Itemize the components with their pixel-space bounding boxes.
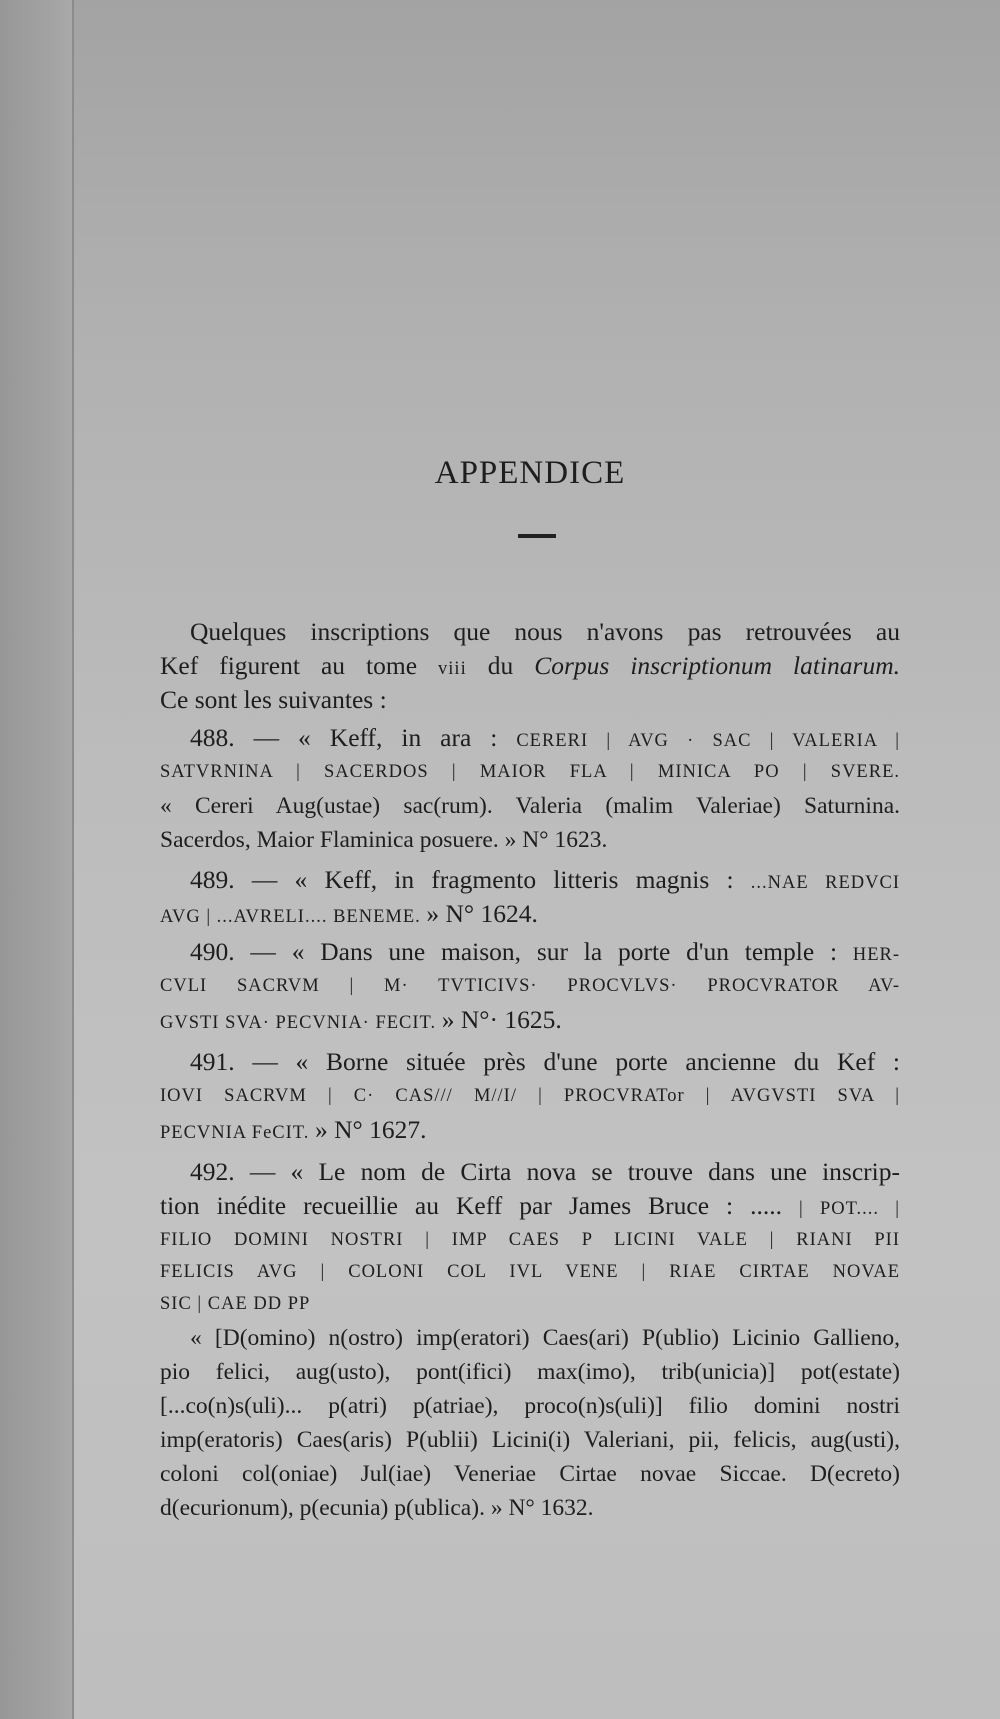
- entry-492-line-8: [...co(n)s(uli)... p(atri) p(atriae), proco(n)s(uli)] filio domini nostri: [160, 1393, 900, 1419]
- entry-492-line-1: 492. — « Le nom de Cirta nova se trouve dans une inscrip-: [190, 1157, 900, 1186]
- inscription-text: CERERI | AVG · SAC | VALERIA |: [516, 731, 900, 751]
- entry-492-line-4: FELICIS AVG | COLONI COL IVL VENE | RIAE CIRTAE NOVAE: [160, 1262, 900, 1282]
- catalog-number: » N° 1627.: [314, 1115, 427, 1144]
- entry-491-line-3: [160, 1114, 900, 1149]
- entry-488-line-4: Sacerdos, Maior Flaminica posuere. » N° 1623.: [160, 827, 608, 853]
- heading-rule: [518, 534, 556, 538]
- entry-489-text: 489. — « Keff, in fragmento litteris magnis :: [190, 865, 751, 894]
- intro-line-1: Quelques inscriptions que nous n'avons pas retrouvées au: [190, 617, 900, 646]
- intro-text: du: [466, 651, 535, 680]
- entry-490-line-2: CVLI SACRVM | M· TVTICIVS· PROCVLVS· PROCVRATOR AV-: [160, 976, 900, 996]
- entry-492-text: tion inédite recueillie au Keff par James Bruce : .....: [160, 1191, 799, 1220]
- volume-number: viii: [438, 659, 467, 679]
- entry-488-line-1: [160, 722, 900, 757]
- entry-492-line-7: pio felici, aug(usto), pont(ifici) max(imo), trib(unicia)] pot(estate): [160, 1359, 900, 1385]
- catalog-number: » N°· 1625.: [441, 1005, 562, 1034]
- entry-490-line-3: [160, 1004, 900, 1039]
- catalog-number: » N° 1624.: [426, 899, 538, 928]
- entry-492-line-2: [160, 1190, 900, 1225]
- inscription-text: AVG | ...AVRELI.... BENEME.: [160, 907, 427, 927]
- entry-492-line-3: FILIO DOMINI NOSTRI | IMP CAES P LICINI VALE | RIANI PII: [160, 1230, 900, 1250]
- entry-488-line-2: SATVRNINA | SACERDOS | MAIOR FLA | MINICA PO | SVERE.: [160, 762, 900, 782]
- entry-490-line-1: [160, 936, 900, 971]
- entry-492-line-6: « [D(omino) n(ostro) imp(eratori) Caes(ari) P(ublio) Licinio Gallieno,: [190, 1325, 900, 1351]
- entry-488-line-3: « Cereri Aug(ustae) sac(rum). Valeria (malim Valeriae) Saturnina.: [160, 793, 900, 819]
- entry-490-text: 490. — « Dans une maison, sur la porte d'un temple :: [190, 937, 853, 966]
- inscription-text: ...NAE REDVCI: [750, 873, 900, 893]
- entry-491-line-1: 491. — « Borne située près d'une porte ancienne du Kef :: [190, 1047, 900, 1076]
- inscription-text: | POT.... |: [799, 1199, 900, 1219]
- entry-489-line-1: [160, 864, 900, 899]
- entry-492-line-5: SIC | CAE DD PP: [160, 1294, 311, 1314]
- inscription-text: HER-: [852, 945, 900, 965]
- inscription-text: GVSTI SVA· PECVNIA· FECIT.: [160, 1013, 442, 1033]
- page-margin-shadow: [0, 0, 72, 1719]
- page-heading: APPENDICE: [434, 455, 626, 491]
- entry-492-line-11: d(ecurionum), p(ecunia) p(ublica). » N° 1632.: [160, 1495, 594, 1521]
- intro-text: Kef figurent au tome: [160, 651, 439, 680]
- page-fold-line: [72, 0, 74, 1719]
- inscription-text: PECVNIA FeCIT.: [160, 1123, 315, 1143]
- intro-line-2: [160, 650, 900, 685]
- entry-492-line-9: imp(eratoris) Caes(aris) P(ublii) Licini(i) Valeriani, pii, felicis, aug(usti),: [160, 1427, 900, 1453]
- entry-491-line-2: IOVI SACRVM | C· CAS/// M//I/ | PROCVRATor | AVGVSTI SVA |: [160, 1086, 900, 1106]
- corpus-title: Corpus inscriptionum latinarum.: [534, 651, 900, 680]
- entry-488-text: 488. — « Keff, in ara :: [190, 723, 517, 752]
- entry-492-line-10: coloni col(oniae) Jul(iae) Veneriae Cirtae novae Siccae. D(ecreto): [160, 1461, 900, 1487]
- intro-line-3: Ce sont les suivantes :: [160, 685, 387, 714]
- entry-489-line-2: [160, 898, 900, 933]
